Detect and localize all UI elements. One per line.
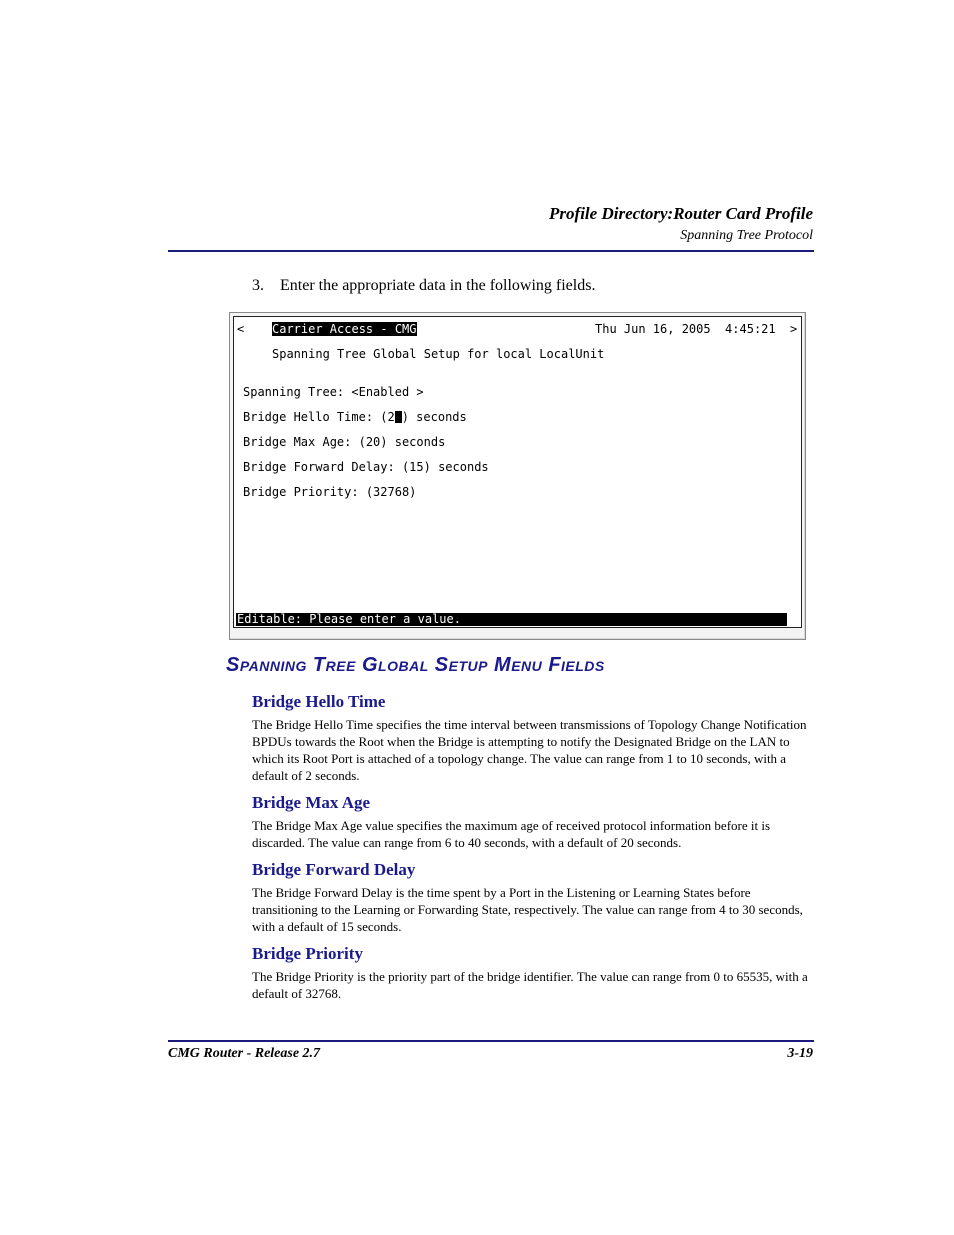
field-description-forward-delay xyxy=(252,860,814,935)
field-description-max-age xyxy=(252,793,814,851)
terminal-status-bar: Editable: Please enter a value. xyxy=(236,613,787,626)
field-body: The Bridge Forward Delay is the time spent by a Port in the Listening or Learning States before transitioning to the Learning or Forwarding State, respectively. The value can range from 4 to 30 seconds, with a default of 15 seconds. xyxy=(252,885,803,934)
step-instruction xyxy=(252,277,595,295)
text-cursor xyxy=(395,411,402,423)
nav-prev-arrow[interactable]: < xyxy=(237,322,245,336)
field-body: The Bridge Hello Time specifies the time interval between transmissions of Topology Change Notification BPDUs towards the Root when the Bridge is attempting to notify the Designated Bridge on the LAN to which its Root Port is attached of a topology change. The value can range from 1 to 10 seconds, with a default of 2 seconds. xyxy=(252,717,807,783)
bridge-priority-field[interactable]: Bridge Priority: (32768) xyxy=(243,485,417,499)
bridge-hello-time-field[interactable] xyxy=(243,410,467,424)
step-number: 3. xyxy=(252,277,264,294)
field-body: The Bridge Priority is the priority part of the bridge identifier. The value can range from 0 to 65535, with a default of 32768. xyxy=(252,969,808,1001)
hello-time-label-value: Bridge Hello Time: (2 xyxy=(243,410,395,424)
field-heading: Bridge Forward Delay xyxy=(252,860,416,879)
terminal-app-title: Carrier Access - CMG xyxy=(272,322,417,336)
field-heading: Bridge Priority xyxy=(252,944,363,963)
footer-release: CMG Router - Release 2.7 xyxy=(168,1046,321,1061)
terminal-datetime: Thu Jun 16, 2005 4:45:21 xyxy=(595,322,776,336)
terminal-screen-title: Spanning Tree Global Setup for local LocalUnit xyxy=(272,347,605,361)
field-heading: Bridge Max Age xyxy=(252,793,371,812)
field-description-priority xyxy=(252,944,814,1002)
step-text: Enter the appropriate data in the following fields. xyxy=(280,277,596,294)
page-header-title: Profile Directory:Router Card Profile xyxy=(549,204,813,223)
page-number: 3-19 xyxy=(787,1046,813,1061)
bridge-max-age-field[interactable]: Bridge Max Age: (20) seconds xyxy=(243,435,446,449)
bridge-forward-delay-field[interactable]: Bridge Forward Delay: (15) seconds xyxy=(243,460,489,474)
terminal-screen xyxy=(233,316,802,628)
page-header-subtitle: Spanning Tree Protocol xyxy=(680,228,813,243)
section-heading: Spanning Tree Global Setup Menu Fields xyxy=(226,654,605,676)
footer-divider xyxy=(168,1040,814,1042)
nav-next-arrow[interactable]: > xyxy=(790,322,798,336)
hello-time-unit: ) seconds xyxy=(401,410,467,424)
header-divider xyxy=(168,250,814,252)
field-heading: Bridge Hello Time xyxy=(252,692,386,711)
field-body: The Bridge Max Age value specifies the maximum age of received protocol information before it is discarded. The value can range from 6 to 40 seconds, with a default of 20 seconds. xyxy=(252,818,771,850)
spanning-tree-field[interactable]: Spanning Tree: <Enabled > xyxy=(243,385,424,399)
field-description-hello-time xyxy=(252,692,814,784)
